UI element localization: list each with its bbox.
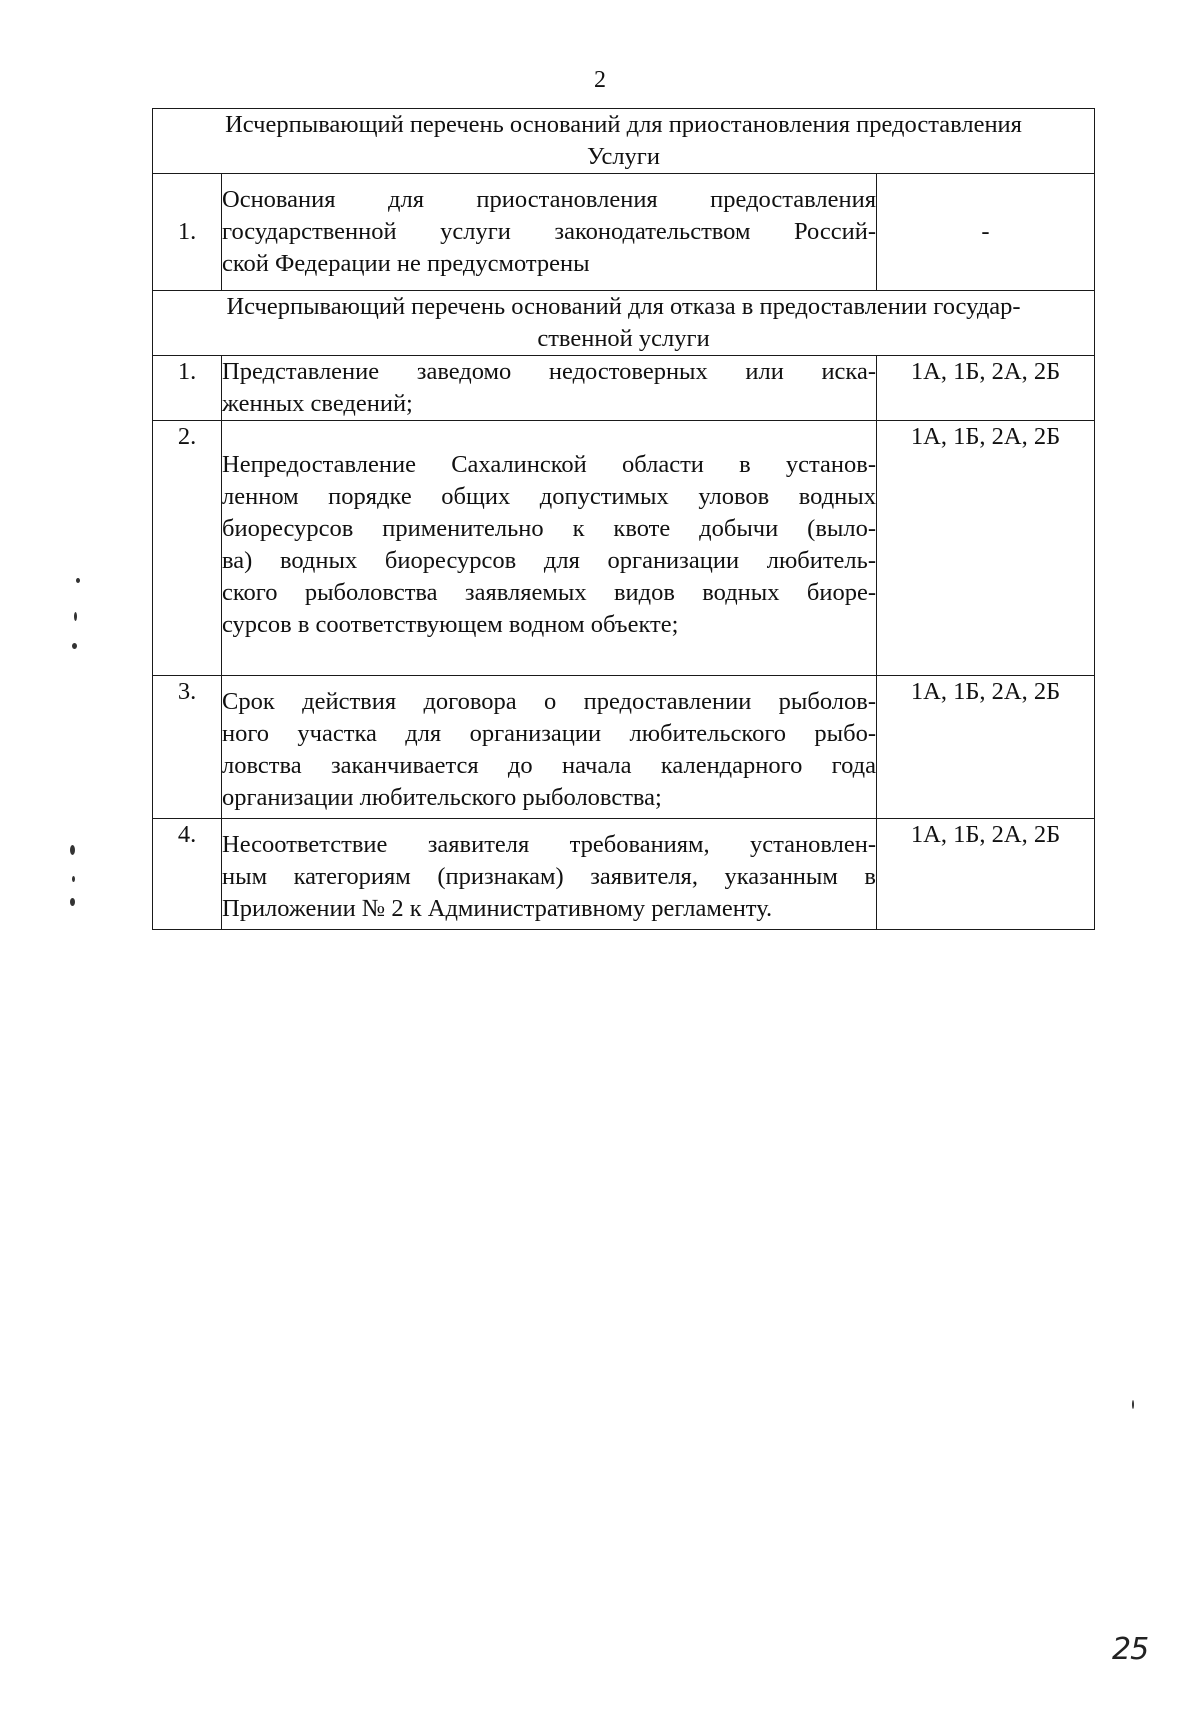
- row-number: 3.: [153, 676, 222, 819]
- row-text: [222, 174, 877, 291]
- text-line: Несоответствие заявителя требованиям, установлен-: [222, 831, 876, 858]
- text-line: Приложении № 2 к Административному регламенту.: [222, 895, 773, 922]
- scan-speck: [70, 898, 75, 906]
- text-line: Срок действия договора о предоставлении рыболов-: [222, 688, 876, 715]
- table-row: [153, 174, 1095, 291]
- row-codes: 1А, 1Б, 2А, 2Б: [877, 356, 1095, 421]
- row-text: [222, 421, 877, 676]
- table-row: [153, 819, 1095, 930]
- row-number: 2.: [153, 421, 222, 676]
- text-line: ского рыболовства заявляемых видов водных биоре-: [222, 579, 876, 606]
- refusal-heading-line-2: ственной услуги: [537, 325, 710, 352]
- text-line: ным категориям (признакам) заявителя, указанным в: [222, 863, 876, 890]
- text-line: ловства заканчивается до начала календарного года: [222, 752, 876, 779]
- refusal-heading: [153, 291, 1095, 356]
- scan-speck: [72, 643, 77, 649]
- row-codes: -: [877, 174, 1095, 291]
- grounds-table: [152, 108, 1095, 930]
- text-line: государственной услуги законодательством Россий-: [222, 218, 876, 245]
- text-line: Представление заведомо недостоверных или иска-: [222, 358, 876, 385]
- refusal-heading-line-1: Исчерпывающий перечень оснований для отказа в предоставлении государ-: [226, 293, 1021, 320]
- suspension-heading: [153, 109, 1095, 174]
- table-row: [153, 421, 1095, 676]
- text-line: ного участка для организации любительского рыбо-: [222, 720, 876, 747]
- table-row: [153, 356, 1095, 421]
- text-line: Основания для приостановления предоставления: [222, 186, 876, 213]
- refusal-section-header: [153, 291, 1095, 356]
- scan-speck: [72, 876, 75, 882]
- suspension-heading-line-2: Услуги: [587, 143, 660, 170]
- scan-speck: [70, 845, 75, 855]
- scan-speck: [1132, 1400, 1134, 1409]
- row-codes: 1А, 1Б, 2А, 2Б: [877, 819, 1095, 930]
- text-line: ленном порядке общих допустимых уловов водных: [222, 483, 876, 510]
- page-number: 2: [594, 67, 606, 93]
- text-line: женных сведений;: [222, 390, 413, 417]
- row-codes: 1А, 1Б, 2А, 2Б: [877, 676, 1095, 819]
- text-line: сурсов в соответствующем водном объекте;: [222, 611, 679, 638]
- row-text: [222, 356, 877, 421]
- scan-speck: [76, 578, 80, 583]
- suspension-section-header: [153, 109, 1095, 174]
- row-number: 1.: [153, 174, 222, 291]
- table-row: [153, 676, 1095, 819]
- handwritten-page-number: 25: [1112, 1632, 1149, 1667]
- row-codes: 1А, 1Б, 2А, 2Б: [877, 421, 1095, 676]
- suspension-heading-line-1: Исчерпывающий перечень оснований для приостановления предоставления: [225, 111, 1022, 138]
- text-line: Непредоставление Сахалинской области в установ-: [222, 451, 876, 478]
- text-line: ва) водных биоресурсов для организации любитель-: [222, 547, 876, 574]
- row-number: 4.: [153, 819, 222, 930]
- row-number: 1.: [153, 356, 222, 421]
- text-line: биоресурсов применительно к квоте добычи (выло-: [222, 515, 876, 542]
- row-text: [222, 676, 877, 819]
- row-text: [222, 819, 877, 930]
- text-line: ской Федерации не предусмотрены: [222, 250, 590, 277]
- scan-speck: [74, 612, 77, 621]
- text-line: организации любительского рыболовства;: [222, 784, 662, 811]
